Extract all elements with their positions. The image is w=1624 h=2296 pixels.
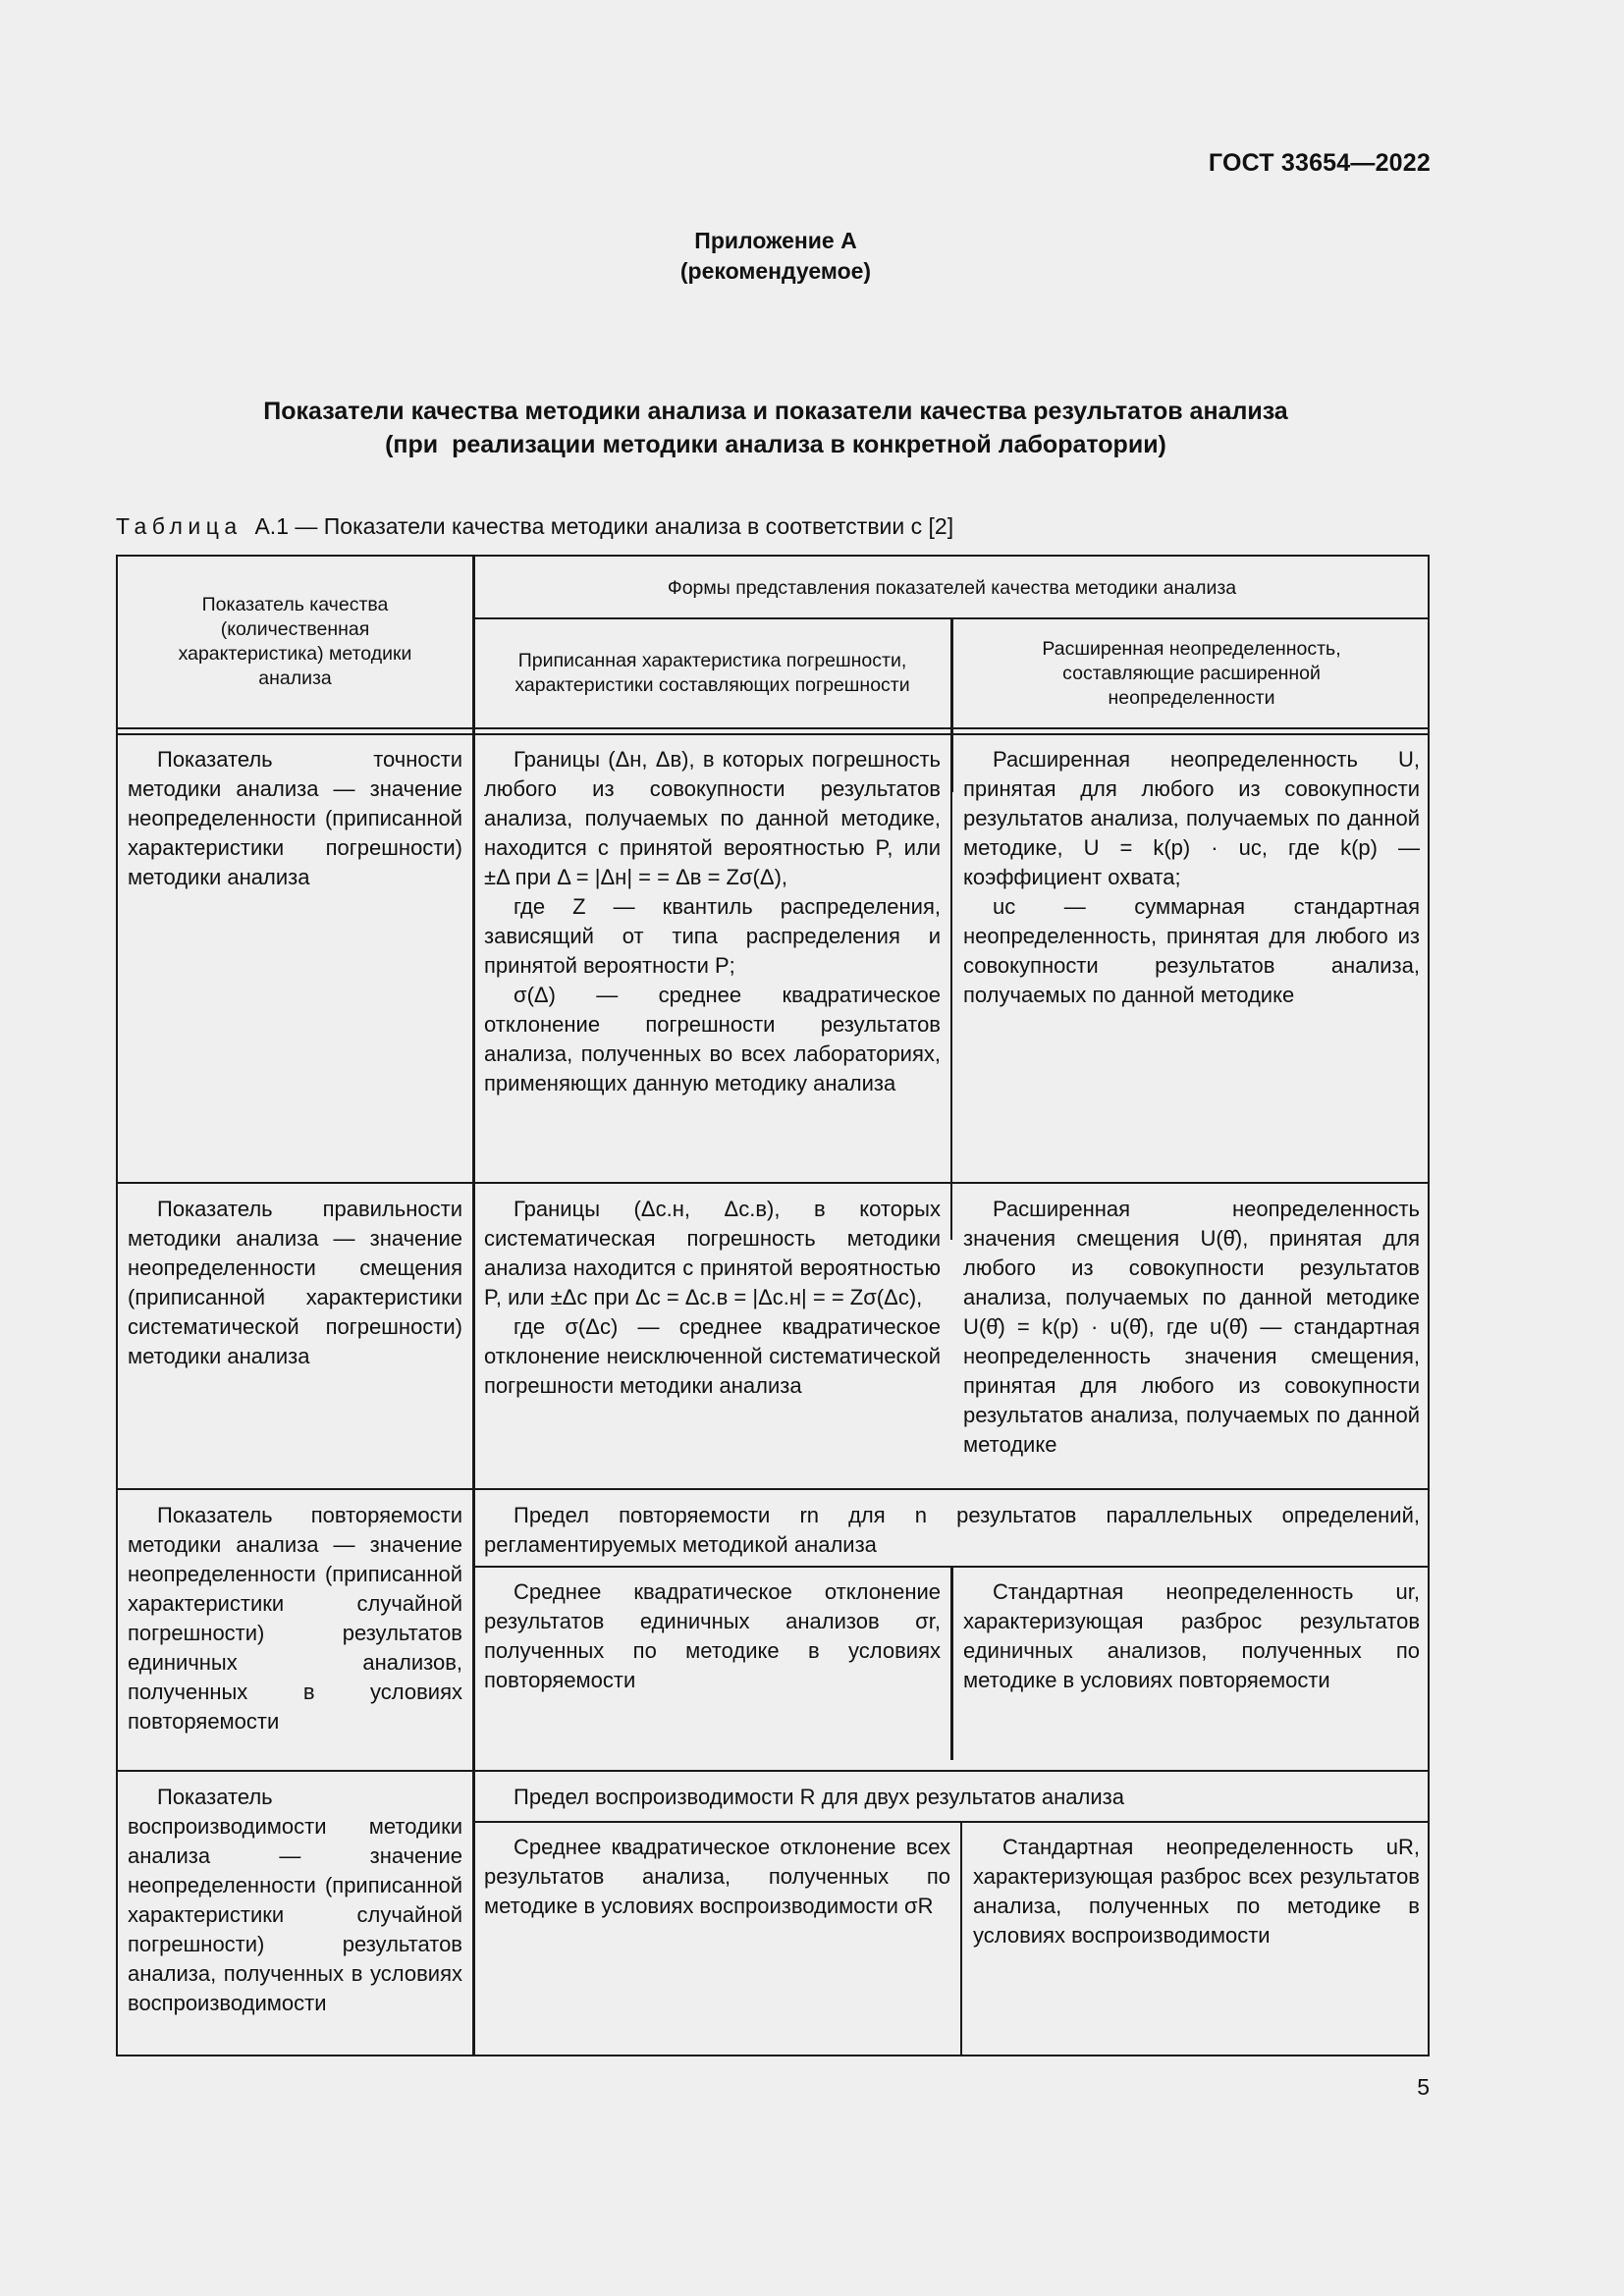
row-repeatability-indicator: [118, 1493, 472, 1742]
row-trueness-error: [474, 1187, 950, 1407]
appendix-heading: [0, 226, 1551, 287]
header-error-characteristic: Приписанная характеристика погрешности, характеристики составляющих погрешности: [514, 650, 910, 696]
uncertainty-paragraph: Стандартная неопределенность uR, характеризующая разброс всех результатов анализа, полученных по методике в условиях воспроизводимости: [973, 1835, 1420, 1948]
error-paragraph: Среднее квадратическое отклонение всех результатов анализа, полученных по методике в условиях воспроизводимости σR: [484, 1835, 950, 1918]
uncertainty-paragraph: uс — суммарная стандартная неопределенность, принятая для любого из совокупности результатов анализа, получаемых по данной методике: [963, 894, 1420, 1007]
indicator-text: Показатель повторяемости методики анализа — значение неопределенности (приписанной характеристики случайной погрешности) результатов единичных анализов, полученных в условиях повторяемости: [128, 1503, 462, 1734]
uncertainty-paragraph: Расширенная неопределенность значения смещения U(θ̂), принятая для любого из совокупности результатов анализа, получаемых по данной методике U(θ̂) = k(р) · u(θ̂), где u(θ̂) — стандартная неопределенность значения смещения, принятая для любого из совокупности результатов анализа, получаемых по данной методике: [963, 1197, 1420, 1457]
row-reproducibility-error: [474, 1825, 960, 1927]
row-trueness-indicator: [118, 1187, 472, 1377]
page-number: 5: [1417, 2074, 1430, 2100]
limit-text: Предел повторяемости rn для n результатов параллельных определений, регламентируемых методикой анализа: [484, 1503, 1420, 1557]
uncertainty-paragraph: Стандартная неопределенность ur, характеризующая разброс результатов единичных анализов, полученных по методике в условиях повторяемости: [963, 1579, 1420, 1692]
table-caption-text: А.1 — Показатели качества методики анализа в соответствии с [2]: [254, 513, 954, 539]
header-expanded-uncertainty: Расширенная неопределенность, составляющие расширенной неопределенности: [1042, 637, 1341, 709]
limit-text: Предел воспроизводимости R для двух результатов анализа: [514, 1785, 1124, 1809]
title-line-2: (при реализации методики анализа в конкретной лаборатории): [385, 431, 1166, 458]
error-paragraph: σ(Δ) — среднее квадратическое отклонение погрешности результатов анализа, полученных во всех лабораториях, применяющих данную методику анализа: [484, 983, 941, 1095]
document-title: [0, 395, 1551, 461]
appendix-kind: (рекомендуемое): [679, 258, 872, 284]
error-paragraph: Границы (Δн, Δв), в которых погрешность любого из совокупности результатов анализа, получаемых по данной методике, находится с принятой вероятностью P, или ±Δ при Δ = |Δн| = = Δв = Zσ(Δ),: [484, 747, 941, 889]
row-reproducibility-indicator: [118, 1775, 472, 2024]
quality-indicators-table: [116, 555, 1430, 2056]
error-paragraph: где σ(Δс) — среднее квадратическое отклонение неисключенной систематической погрешности методики анализа: [484, 1314, 941, 1398]
row-accuracy-indicator: [118, 737, 472, 898]
appendix-title: Приложение А: [694, 228, 857, 253]
error-paragraph: Границы (Δс.н, Δс.в), в которых систематическая погрешность методики анализа находится с принятой вероятностью P, или ±Δс при Δс = Δс.в = |Δс.н| = = Zσ(Δс),: [484, 1197, 941, 1309]
indicator-text: Показатель точности методики анализа — значение неопределенности (приписанной характеристики погрешности) методики анализа: [128, 747, 462, 889]
row-trueness-uncertainty: [953, 1187, 1430, 1466]
row-accuracy-error: [474, 737, 950, 1104]
row-reproducibility-limit: [474, 1775, 1430, 1818]
row-accuracy-uncertainty: [953, 737, 1430, 1016]
row-repeatability-limit: [474, 1493, 1430, 1566]
error-paragraph: Среднее квадратическое отклонение результатов единичных анализов σr, полученных по методике в условиях повторяемости: [484, 1579, 941, 1692]
indicator-text: Показатель воспроизводимости методики анализа — значение неопределенности (приписанной характеристики случайной погрешности) результатов анализа, полученных в условиях воспроизводимости: [128, 1785, 462, 2015]
row-reproducibility-uncertainty: [963, 1825, 1430, 1956]
standard-number: ГОСТ 33654—2022: [1208, 149, 1431, 177]
row-repeatability-uncertainty: [953, 1570, 1430, 1701]
table-caption: [116, 513, 953, 540]
row-repeatability-error: [474, 1570, 950, 1701]
title-line-1: Показатели качества методики анализа и показатели качества результатов анализа: [263, 398, 1288, 425]
uncertainty-paragraph: Расширенная неопределенность U, принятая для любого из совокупности результатов анализа, получаемых по данной методике, U = k(р) · uс, где k(р) — коэффициент охвата;: [963, 747, 1420, 889]
error-paragraph: где Z — квантиль распределения, зависящий от типа распределения и принятой вероятности P;: [484, 894, 941, 978]
header-forms: Формы представления показателей качества методики анализа: [667, 576, 1237, 599]
table-caption-label: Таблица: [116, 513, 243, 539]
header-indicator: Показатель качества (количественная характеристика) методики анализа: [178, 594, 412, 689]
indicator-text: Показатель правильности методики анализа — значение неопределенности смещения (приписанной характеристики систематической погрешности) методики анализа: [128, 1197, 462, 1368]
